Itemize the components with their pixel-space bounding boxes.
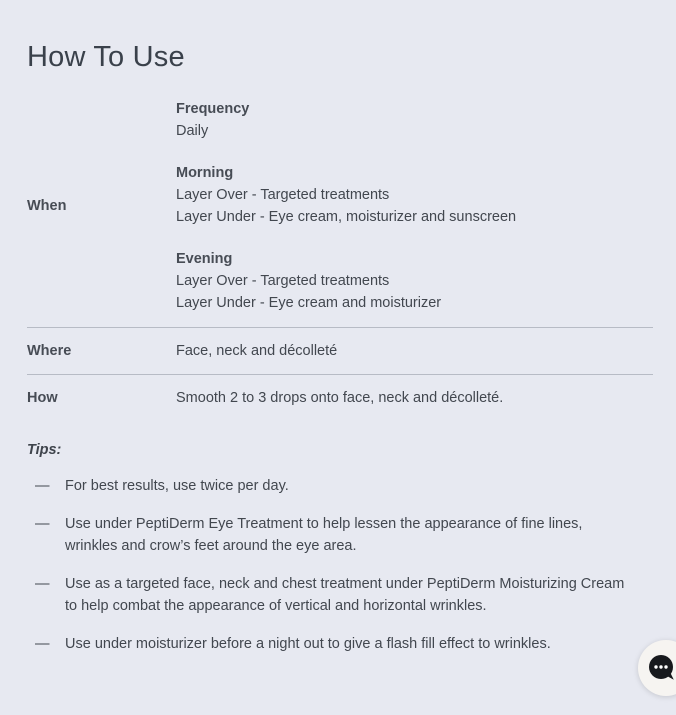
usage-line: Smooth 2 to 3 drops onto face, neck and décolleté.	[176, 390, 504, 406]
tip-text: Use under PeptiDerm Eye Treatment to help lessen the appearance of fine lines, wrinkles and crow’s feet around the eye area.	[65, 516, 583, 554]
group-heading-morning: Morning	[176, 165, 234, 181]
dash-bullet-icon: —	[35, 636, 50, 652]
tip-item	[35, 573, 635, 617]
table-row-where	[27, 327, 653, 374]
row-content-when	[176, 98, 653, 314]
tip-text: Use as a targeted face, neck and chest treatment under PeptiDerm Moisturizing Cream to help combat the appearance of vertical and horizontal wrinkles.	[65, 576, 625, 614]
usage-line: Layer Over - Targeted treatments	[176, 273, 390, 289]
row-content-where	[176, 340, 653, 362]
dash-bullet-icon: —	[35, 516, 50, 532]
usage-line: Layer Under - Eye cream and moisturizer	[176, 295, 442, 311]
page-title: How To Use	[27, 41, 185, 73]
tips-heading: Tips:	[27, 442, 62, 458]
dash-bullet-icon: —	[35, 576, 50, 592]
tip-text: Use under moisturizer before a night out to give a flash fill effect to wrinkles.	[65, 636, 551, 652]
usage-line: Daily	[176, 123, 209, 139]
tip-item	[35, 513, 635, 557]
tip-item	[35, 633, 635, 655]
usage-group-frequency	[176, 98, 653, 142]
chat-bubble-icon	[647, 653, 676, 683]
usage-line: Face, neck and décolleté	[176, 343, 338, 359]
row-label-how: How	[27, 390, 58, 406]
usage-line: Layer Over - Targeted treatments	[176, 187, 390, 203]
tip-text: For best results, use twice per day.	[65, 478, 289, 494]
tip-item	[35, 475, 635, 497]
row-content-how	[176, 387, 653, 409]
usage-group-morning	[176, 162, 653, 228]
usage-line: Layer Under - Eye cream, moisturizer and sunscreen	[176, 209, 517, 225]
dash-bullet-icon: —	[35, 478, 50, 494]
tips-section	[27, 439, 653, 655]
group-heading-frequency: Frequency	[176, 101, 250, 117]
table-row-how	[27, 374, 653, 421]
table-row-when	[27, 98, 653, 327]
group-heading-evening: Evening	[176, 251, 233, 267]
usage-group-evening	[176, 248, 653, 314]
tips-list	[27, 475, 653, 655]
row-label-when: When	[27, 198, 67, 214]
usage-table	[27, 98, 653, 421]
row-label-where: Where	[27, 343, 72, 359]
